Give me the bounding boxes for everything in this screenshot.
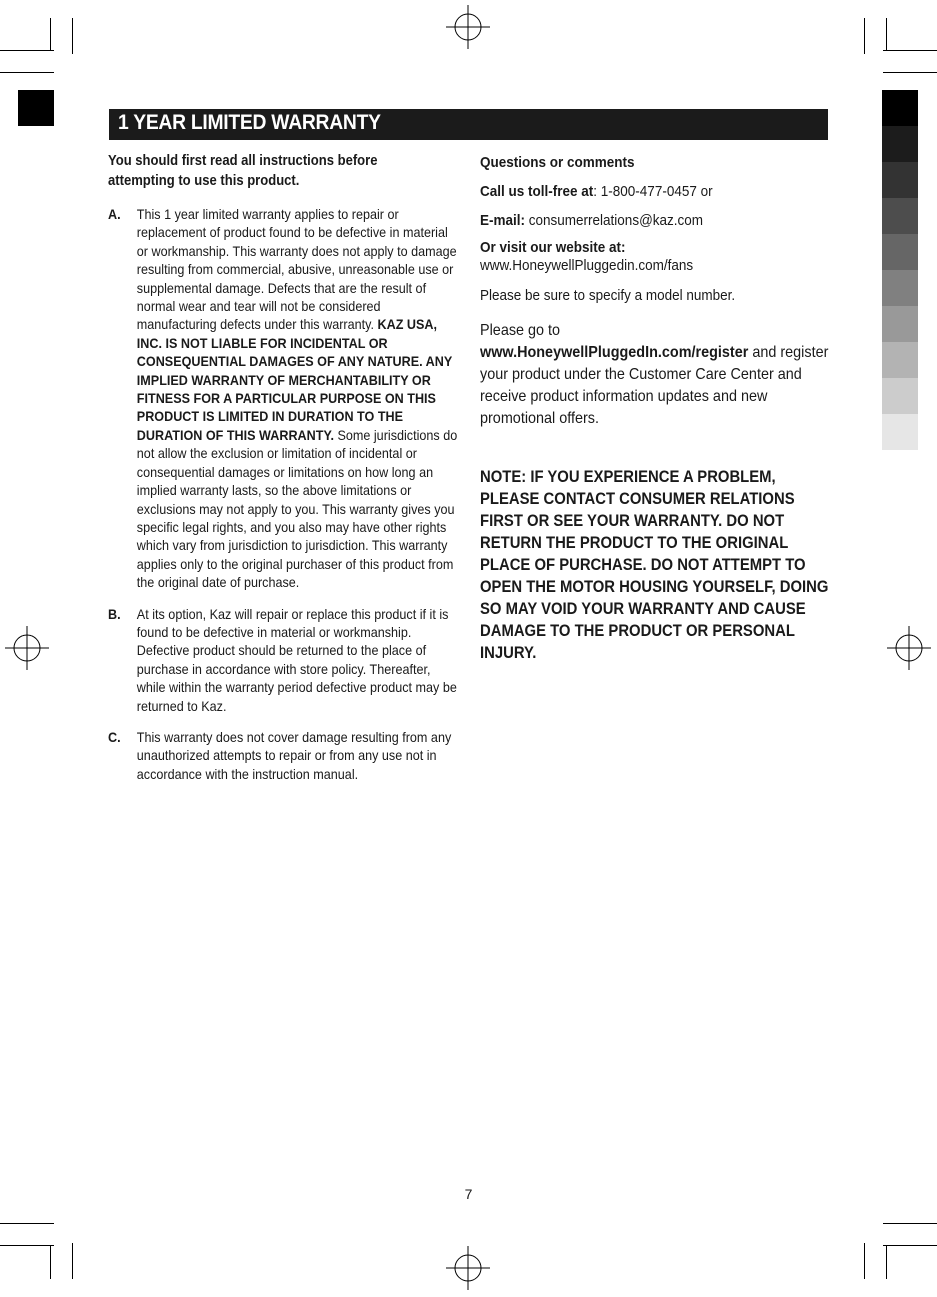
right-column — [480, 152, 830, 681]
page-number: 7 — [464, 1186, 473, 1202]
registration-mark-right-icon — [882, 621, 936, 675]
color-swatch — [882, 414, 918, 450]
color-swatch — [882, 234, 918, 270]
item-letter: A. — [108, 206, 121, 222]
email-link[interactable]: consumerrelations@kaz.com — [528, 212, 704, 229]
item-c-text: This warranty does not cover damage resulting from any unauthorized attempts to repair or from any use not in accordance with the instruction manual. — [136, 728, 452, 782]
item-b-text: At its option, Kaz will repair or replace this product if it is found to be defective in material or workmanship. Defective product should be returned to the place of purchase in accordance with store policy. Thereafter, while within the warranty period defective product may be returned to Kaz. — [136, 605, 457, 714]
item-text — [137, 205, 459, 592]
intro-text: You should first read all instructions before attempting to use this product. — [108, 153, 378, 189]
email-line — [480, 210, 831, 231]
warranty-item-a — [108, 205, 459, 592]
phone-label: Call us toll-free at — [480, 183, 594, 200]
left-column — [108, 152, 458, 783]
model-note: Please be sure to specify a model number. — [480, 287, 736, 304]
registration-mark-top-icon — [441, 0, 495, 54]
color-swatch — [882, 198, 918, 234]
register-text: and register your product under the Customer Care Center and receive product information updates and new promotional offers. — [480, 344, 829, 427]
warranty-item-b — [108, 605, 459, 715]
questions-heading: Questions or comments — [480, 154, 635, 171]
color-swatch — [882, 306, 918, 342]
color-swatch — [882, 378, 918, 414]
website-label: Or visit our website at: — [480, 239, 626, 256]
warning-note: NOTE: IF YOU EXPERIENCE A PROBLEM, PLEASE CONTACT CONSUMER RELATIONS FIRST OR SEE YOUR WARRANTY. DO NOT RETURN THE PRODUCT TO THE ORIGINAL PLACE OF PURCHASE. DO NOT ATTEMPT TO OPEN THE MOTOR HOUSING YOURSELF, DOING SO MAY VOID YOUR WARRANTY AND CAUSE DAMAGE TO THE PRODUCT OR PERSONAL INJURY. — [480, 468, 829, 662]
color-swatch — [882, 126, 918, 162]
page-title: 1 YEAR LIMITED WARRANTY — [118, 111, 381, 134]
registration-mark-left-icon — [0, 621, 54, 675]
item-letter: B. — [108, 605, 121, 622]
phone-number: : 1-800-477-0457 or — [593, 183, 713, 200]
registration-black-square — [18, 90, 54, 126]
register-intro: Please go to — [480, 322, 561, 339]
register-paragraph — [480, 342, 831, 430]
color-swatch — [882, 270, 918, 306]
registration-mark-bottom-icon — [441, 1241, 495, 1295]
item-letter: C. — [108, 728, 121, 745]
item-a-text-1: This 1 year limited warranty applies to repair or replacement of product found to be defective in material or workmanship. This warranty does not apply to damage resulting from commercial, abusive, unreasonable use or supplemental damage. Defects that are the result of normal wear and tear will not be considered manufacturing defects under this warranty. — [136, 206, 457, 333]
title-bar — [109, 109, 828, 140]
register-link[interactable]: www.HoneywellPluggedIn.com/register — [480, 344, 749, 361]
color-swatch — [882, 162, 918, 198]
website-link[interactable]: www.HoneywellPluggedin.com/fans — [480, 257, 694, 274]
item-a-text-2: Some jurisdictions do not allow the exclusion or limitation of incidental or consequential damages or limitations on how long an implied warranty lasts, so the above limitations or exclusions may not apply to you. This warranty gives you specific legal rights, and you also may have other rights which vary from jurisdiction to jurisdiction. This warranty applies only to the original purchaser of this product from the original date of purchase. — [136, 426, 458, 591]
warranty-item-c — [108, 728, 459, 783]
email-label: E-mail: — [480, 212, 526, 229]
color-swatch — [882, 90, 918, 126]
item-a-disclaimer: KAZ USA, INC. IS NOT LIABLE FOR INCIDENTAL OR CONSEQUENTIAL DAMAGES OF ANY NATURE. ANY IMPLIED WARRANTY OF MERCHANTABILITY OR FITNESS FOR A PARTICULAR PURPOSE ON THIS PRODUCT IS LIMITED IN DURATION TO THE DURATION OF THIS WARRANTY. — [136, 316, 453, 443]
color-swatch — [882, 342, 918, 378]
phone-line — [480, 181, 831, 202]
